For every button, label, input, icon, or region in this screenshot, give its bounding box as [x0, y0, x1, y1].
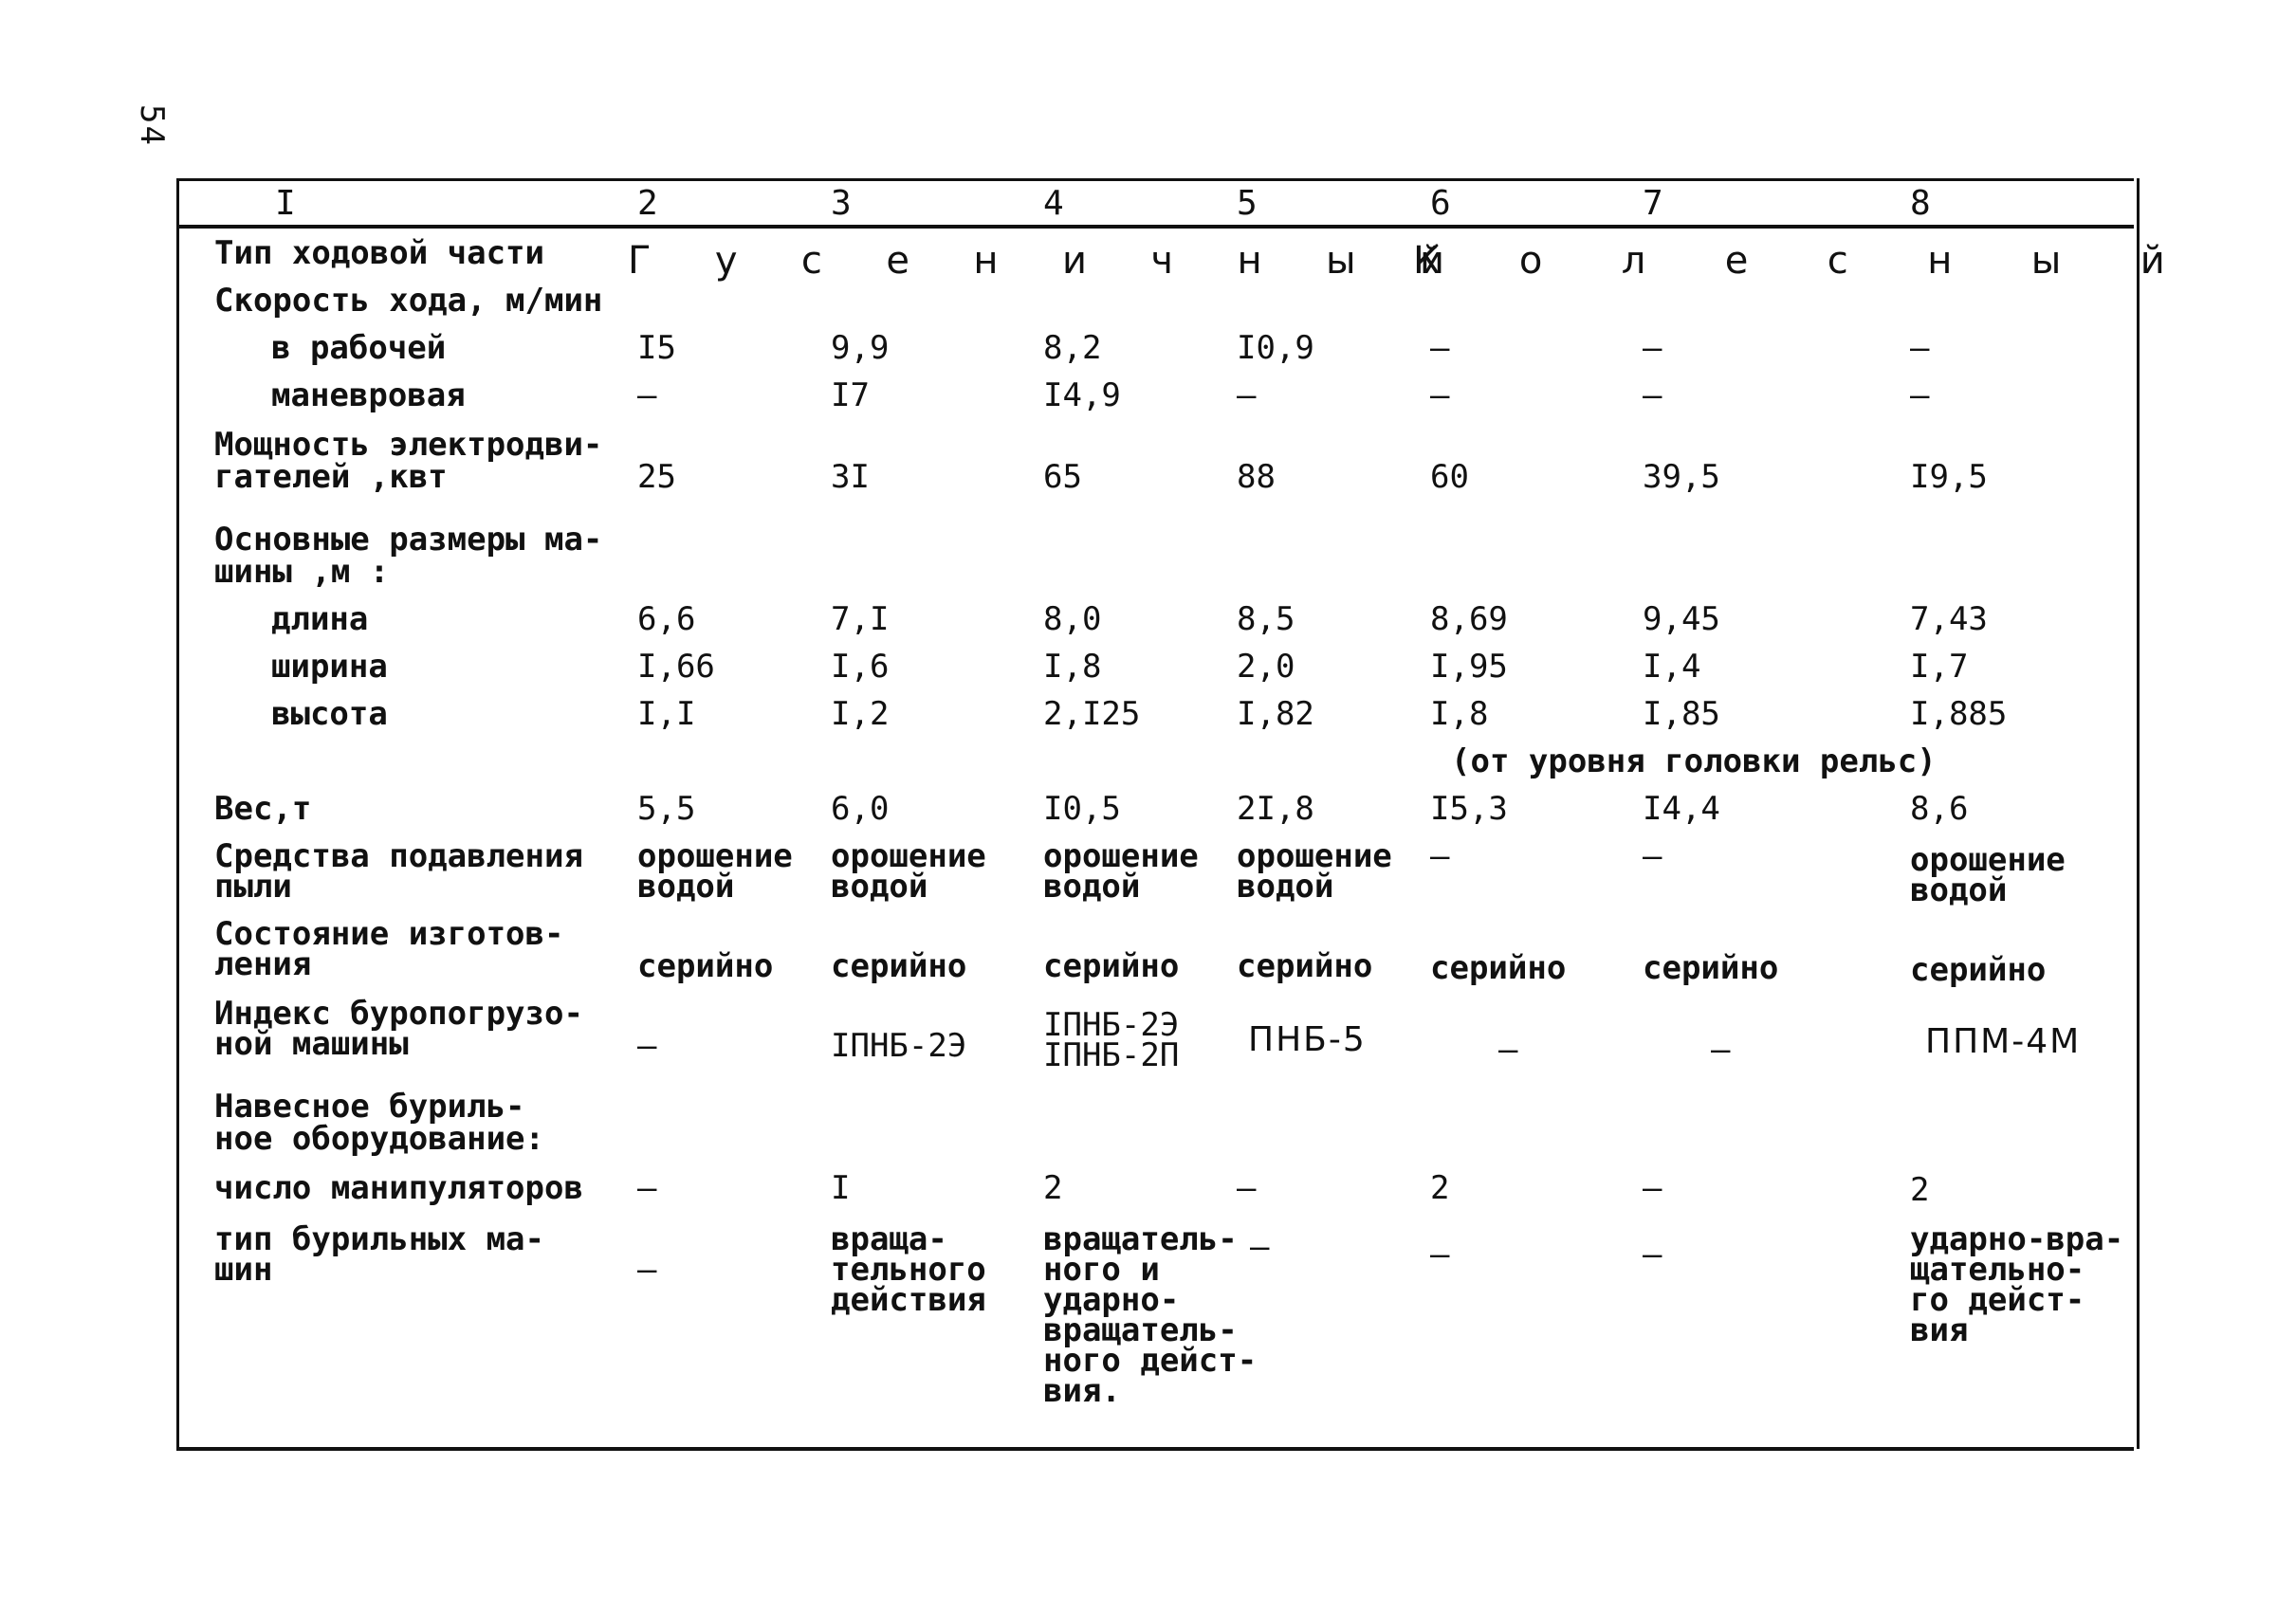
height-c2: I,I [637, 695, 696, 733]
speed-work-c3: 9,9 [831, 329, 890, 367]
col-header-8: 8 [1910, 184, 1931, 223]
weight-c7: I4,4 [1643, 790, 1720, 828]
width-c4: I,8 [1043, 648, 1102, 686]
drilltype-c8-line3: го дейст- [1910, 1281, 2085, 1319]
table-bottom-rule [176, 1447, 2134, 1451]
col-header-5: 5 [1237, 184, 1258, 223]
power-c5: 88 [1237, 458, 1276, 496]
manip-c5: – [1237, 1169, 1257, 1207]
weight-c3: 6,0 [831, 790, 890, 828]
manip-c7: – [1643, 1169, 1662, 1207]
length-c5: 8,5 [1237, 600, 1295, 638]
weight-c6: I5,3 [1430, 790, 1508, 828]
index-c5: ПНБ-5 [1248, 1020, 1367, 1059]
drilltype-c6: – [1430, 1236, 1450, 1273]
width-c6: I,95 [1430, 648, 1508, 686]
type-label: Тип ходовой части [214, 234, 544, 272]
drilltype-c2: – [637, 1251, 657, 1289]
speed-work-c4: 8,2 [1043, 329, 1102, 367]
height-note: (от уровня головки рельс) [1451, 742, 1937, 780]
index-label-2: ной машины [214, 1025, 409, 1063]
index-c4-a: IПНБ-2Э [1043, 1006, 1180, 1044]
power-label-1: Мощность электродви- [214, 426, 603, 464]
speed-man-c3: I7 [831, 376, 870, 414]
col-header-3: 3 [831, 184, 852, 223]
speed-work-c6: – [1430, 329, 1450, 367]
index-c3: IПНБ-2Э [831, 1027, 967, 1065]
weight-c4: I0,5 [1043, 790, 1121, 828]
index-c8: ППМ-4М [1925, 1022, 2082, 1061]
dust-c2-a: орошение [637, 837, 793, 875]
length-c7: 9,45 [1643, 600, 1720, 638]
drilltype-c3-line1: враща- [831, 1220, 947, 1258]
drill-label-2: ное оборудование: [214, 1120, 544, 1158]
dust-c3-a: орошение [831, 837, 986, 875]
drilltype-c4-line6: вия. [1043, 1372, 1121, 1410]
drilltype-c5: – [1250, 1228, 1270, 1266]
index-c6: – [1498, 1031, 1518, 1069]
speed-man-c6: – [1430, 376, 1450, 414]
length-c2: 6,6 [637, 600, 696, 638]
state-c2: серийно [637, 947, 774, 985]
power-c7: 39,5 [1643, 458, 1720, 496]
state-c7: серийно [1643, 949, 1779, 987]
speed-work-c2: I5 [637, 329, 676, 367]
state-label-2: ления [214, 945, 312, 983]
speed-man-c8: – [1910, 376, 1930, 414]
drilltype-c4-line3: ударно- [1043, 1281, 1180, 1319]
drilltype-c4-line2: ного и [1043, 1251, 1160, 1289]
state-c6: серийно [1430, 949, 1567, 987]
speed-label: Скорость хода, м/мин [214, 282, 603, 320]
index-c4-b: IПНБ-2П [1043, 1036, 1180, 1074]
col-header-4: 4 [1043, 184, 1064, 223]
manip-c8: 2 [1910, 1171, 1930, 1209]
drilltype-label-1: тип бурильных ма- [214, 1220, 544, 1258]
table-top-rule [176, 178, 2134, 181]
manip-c6: 2 [1430, 1169, 1450, 1207]
table-header-rule [176, 225, 2134, 229]
manip-c3: I [831, 1169, 851, 1207]
speed-man-label: маневровая [271, 376, 466, 414]
dust-c4-a: орошение [1043, 837, 1199, 875]
col-header-7: 7 [1643, 184, 1663, 223]
state-c4: серийно [1043, 947, 1180, 985]
drilltype-c4-line1: вращатель- [1043, 1220, 1238, 1258]
weight-label: Вес,т [214, 790, 312, 828]
index-c2: – [637, 1027, 657, 1065]
height-c7: I,85 [1643, 695, 1720, 733]
col-header-6: 6 [1430, 184, 1451, 223]
height-c3: I,2 [831, 695, 890, 733]
length-c3: 7,I [831, 600, 890, 638]
dust-c6: – [1430, 837, 1450, 875]
manip-label: число манипуляторов [214, 1169, 583, 1207]
height-c6: I,8 [1430, 695, 1489, 733]
power-label-2: гателей ,квт [214, 458, 448, 496]
index-label-1: Индекс буропогрузо- [214, 995, 583, 1033]
width-c7: I,4 [1643, 648, 1701, 686]
drilltype-c8-line2: щательно- [1910, 1251, 2085, 1289]
state-label-1: Состояние изготов- [214, 915, 564, 953]
dust-c3-b: водой [831, 868, 928, 906]
weight-c5: 2I,8 [1237, 790, 1314, 828]
drilltype-c4-line4: вращатель- [1043, 1311, 1238, 1349]
length-label: длина [271, 600, 369, 638]
drilltype-c8-line1: ударно-вра- [1910, 1220, 2124, 1258]
width-c2: I,66 [637, 648, 715, 686]
dust-c2-b: водой [637, 868, 735, 906]
speed-man-c5: – [1237, 376, 1257, 414]
speed-man-c4: I4,9 [1043, 376, 1121, 414]
type-tracked: Г у с е н и ч н ы й [628, 239, 1447, 283]
height-c5: I,82 [1237, 695, 1314, 733]
dust-label-1: Средства подавления [214, 837, 583, 875]
state-c5: серийно [1237, 947, 1373, 985]
speed-work-label: в рабочей [271, 329, 447, 367]
dust-c4-b: водой [1043, 868, 1141, 906]
state-c3: серийно [831, 947, 967, 985]
dust-c7: – [1643, 837, 1662, 875]
width-c3: I,6 [831, 648, 890, 686]
dims-label-1: Основные размеры ма- [214, 521, 603, 559]
drilltype-c8-line4: вия [1910, 1311, 1969, 1349]
height-c4: 2,I25 [1043, 695, 1141, 733]
power-c4: 65 [1043, 458, 1082, 496]
dust-label-2: пыли [214, 868, 292, 906]
dust-c5-a: орошение [1237, 837, 1392, 875]
speed-man-c2: – [637, 376, 657, 414]
width-label: ширина [271, 648, 388, 686]
length-c6: 8,69 [1430, 600, 1508, 638]
col-header-2: 2 [637, 184, 658, 223]
dust-c8-b: водой [1910, 871, 2008, 909]
drilltype-label-2: шин [214, 1251, 273, 1289]
height-label: высота [271, 695, 388, 733]
type-wheeled: К о л е с н ы й [1413, 239, 2167, 283]
dust-c5-b: водой [1237, 868, 1334, 906]
drilltype-c7: – [1643, 1236, 1662, 1273]
speed-work-c8: – [1910, 329, 1930, 367]
power-c6: 60 [1430, 458, 1469, 496]
dims-label-2: шины ,м : [214, 553, 390, 591]
height-c8: I,885 [1910, 695, 2008, 733]
state-c8: серийно [1910, 951, 2047, 989]
speed-work-c5: I0,9 [1237, 329, 1314, 367]
power-c3: 3I [831, 458, 870, 496]
dust-c8-a: орошение [1910, 841, 2066, 879]
width-c8: I,7 [1910, 648, 1969, 686]
drilltype-c3-line2: тельного [831, 1251, 986, 1289]
width-c5: 2,0 [1237, 648, 1295, 686]
power-c2: 25 [637, 458, 676, 496]
speed-work-c7: – [1643, 329, 1662, 367]
manip-c2: – [637, 1169, 657, 1207]
length-c4: 8,0 [1043, 600, 1102, 638]
index-c7: – [1711, 1031, 1731, 1069]
speed-man-c7: – [1643, 376, 1662, 414]
page-number: 54 [133, 104, 171, 147]
power-c8: I9,5 [1910, 458, 1988, 496]
weight-c2: 5,5 [637, 790, 696, 828]
col-header-1: I [275, 184, 296, 223]
drilltype-c3-line3: действия [831, 1281, 986, 1319]
manip-c4: 2 [1043, 1169, 1063, 1207]
weight-c8: 8,6 [1910, 790, 1969, 828]
drill-label-1: Навесное буриль- [214, 1088, 525, 1126]
length-c8: 7,43 [1910, 600, 1988, 638]
drilltype-c4-line5: ного дейст- [1043, 1342, 1258, 1380]
